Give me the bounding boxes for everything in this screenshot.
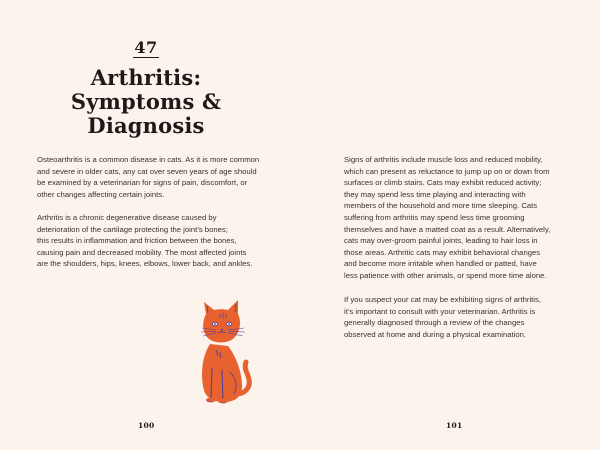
paragraph-arthritis-definition: Arthritis is a chronic degenerative disease caused by deterioration of the cartilage protecting the joint’s bones; this results in inflammation and friction between the bones, causing pain and decreased mobility. The most affected joints are the shoulders, hips, knees, elbows, lower back, and ankles. [37, 213, 253, 269]
paragraph-osteoarthritis-intro: Osteoarthritis is a common disease in cats. As it is more common and severe in older cats, any cat over seven years of age should be examined by a veterinarian for signs of pain, discomfort, or other changes affecting certain joints. [37, 155, 260, 199]
chapter-number: 47 [134, 38, 158, 57]
paragraph-diagnosis: If you suspect your cat may be exhibiting signs of arthritis, it’s important to consult with your veterinarian. Arthritis is generally diagnosed through a review of the changes observed at home and during a physical examination. [344, 295, 541, 339]
page-number: 101 [446, 421, 463, 430]
page-number: 100 [138, 421, 155, 430]
chapter-title-line: Diagnosis [87, 113, 205, 138]
paragraph-signs-of-arthritis: Signs of arthritis include muscle loss and reduced mobility, which can present as reluctance to jump up on or down from surfaces or climb stairs. Cats may exhibit reduced activity; they may spend less time playing and interacting with members of the household and more time sleeping. Cats suffering from arthritis may spend less time grooming themselves and have a matted coat as a result. Alternatively, cats may over-groom painful joints, leading to hair loss in those areas. Arthritic cats may exhibit behavioral changes and become more irritable when handled or patted, have less patience with other animals, or spend more time alone. [344, 155, 551, 280]
sitting-cat-illustration [196, 298, 252, 406]
chapter-title-line: Symptoms & [70, 89, 222, 114]
chapter-title [30, 66, 262, 138]
chapter-title-line: Arthritis: [90, 65, 202, 90]
right-page [300, 0, 600, 450]
